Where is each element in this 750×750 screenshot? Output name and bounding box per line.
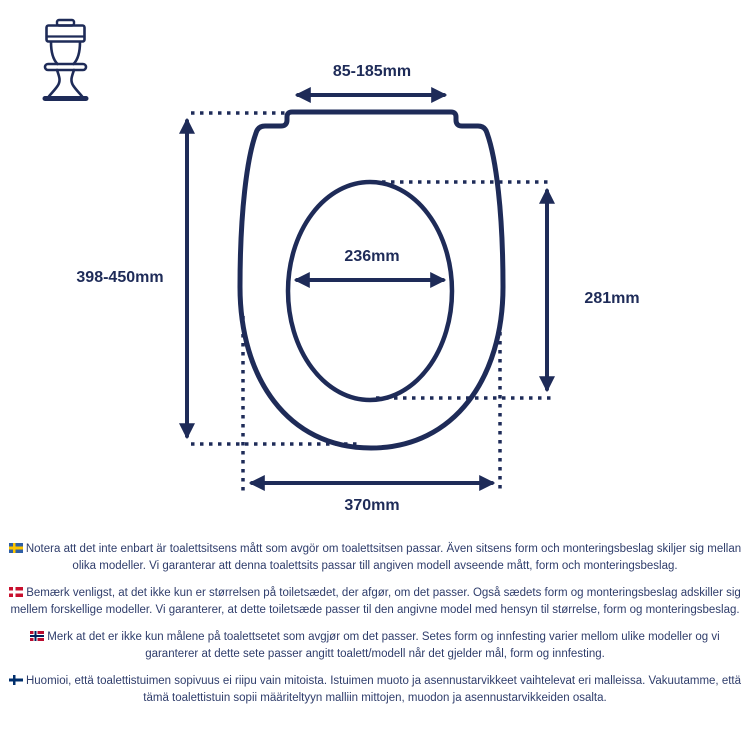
note-danish bbox=[4, 585, 746, 619]
note-danish-text: Bemærk venligst, at det ikke kun er størrelsen på toiletsædet, der afgør, om det passer. Også sædets form og monteringsbeslag adskiller sig mellem forskellige modeller. Vi garanterer, at dette toiletsæde passer til den angivne model med hensyn til størrelse, form og monteringsbeslag. bbox=[10, 587, 741, 616]
toilet-icon bbox=[45, 20, 86, 99]
sweden-flag-icon bbox=[9, 543, 23, 553]
dimension-label-inner-width: 236mm bbox=[344, 248, 400, 265]
dimension-label-hinge-spacing: 85-185mm bbox=[332, 63, 412, 80]
note-norwegian-text: Merk at det er ikke kun målene på toalettsetet som avgjør om det passer. Setes form og innfesting varier mellom ulike modeller og vi garanterer at dette sete passer angitt toalett/modell når det gjelder mål, form og innfesting. bbox=[47, 631, 720, 660]
note-norwegian bbox=[4, 629, 746, 663]
note-swedish bbox=[4, 541, 746, 575]
seat-hole-outline bbox=[288, 182, 452, 400]
note-finnish-text: Huomioi, että toalettistuimen sopivuus ei riipu vain mitoista. Istuimen muoto ja asennustarvikkeet vaihtelevat eri malleissa. Vakuutamme, että tämä toalettistuin sopii määriteltyyn malliin mittojen, muodon ja asennustarvikkeiden osalta. bbox=[25, 675, 742, 704]
norway-flag-icon bbox=[30, 631, 44, 641]
finland-flag-icon bbox=[9, 675, 23, 685]
notes-section bbox=[4, 541, 746, 717]
denmark-flag-icon bbox=[9, 587, 23, 597]
note-finnish bbox=[4, 673, 746, 707]
dimension-label-total-width: 370mm bbox=[344, 497, 400, 514]
dimension-label-total-length: 398-450mm bbox=[76, 269, 164, 286]
dimension-label-inner-length: 281mm bbox=[584, 290, 640, 307]
note-swedish-text: Notera att det inte enbart är toalettsitsens mått som avgör om toalettsitsen passar. Även sitsens form och monteringsbeslag skiljer sig mellan olika modeller. Vi garanterar att denna toalettsits passar till angiven modell avseende mått, form och monteringsbeslag. bbox=[25, 543, 742, 572]
